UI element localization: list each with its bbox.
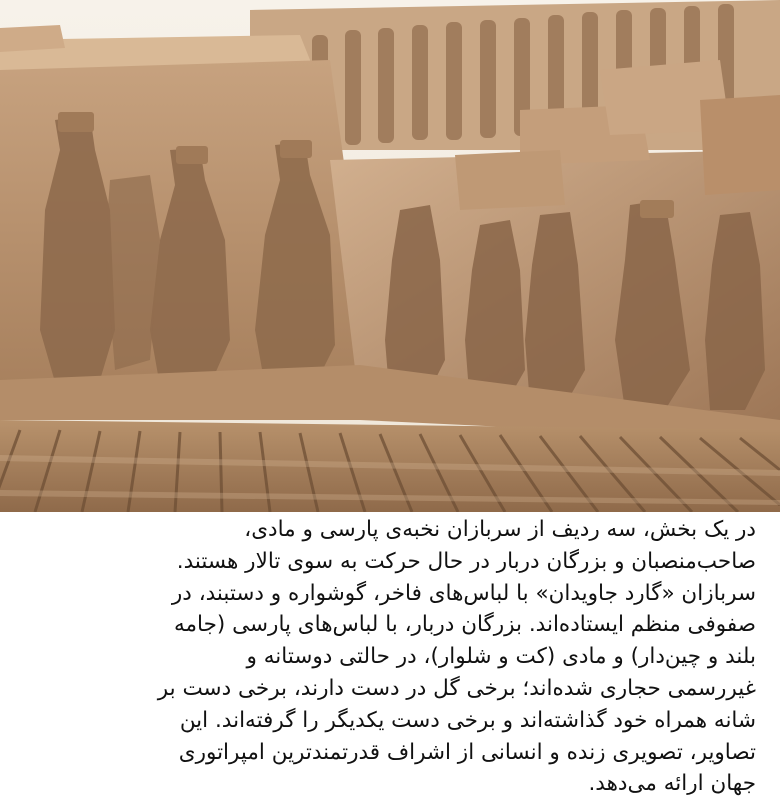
caption-line: در یک بخش، سه ردیف از سربازان نخبه‌ی پارسی و مادی، xyxy=(244,517,756,542)
caption-line: تصاویر، تصویری زنده و انسانی از اشراف قدرتمندترین امپراتوری xyxy=(178,739,756,765)
caption-line: شانه همراه خود گذاشته‌اند و برخی دست یکدیگر را گرفته‌اند. این xyxy=(179,707,756,733)
caption-line: غیررسمی حجاری شده‌اند؛ برخی گل در دست دارند، برخی دست بر xyxy=(157,675,756,701)
caption-text xyxy=(28,514,756,800)
caption-line: سربازان «گارد جاویدان» با لباس‌های فاخر، گوشواره و دستبند، در xyxy=(171,580,756,606)
caption-line: صفوفی منظم ایستاده‌اند. بزرگان دربار، با لباس‌های پارسی (جامه xyxy=(174,612,756,638)
caption-line: صاحب‌منصبان و بزرگان دربار در حال حرکت به سوی تالار هستند. xyxy=(176,548,756,574)
caption-line: جهان ارائه می‌دهد. xyxy=(588,771,756,797)
caption-line: بلند و چین‌دار) و مادی (کت و شلوار)، در حالتی دوستانه و xyxy=(246,644,756,670)
